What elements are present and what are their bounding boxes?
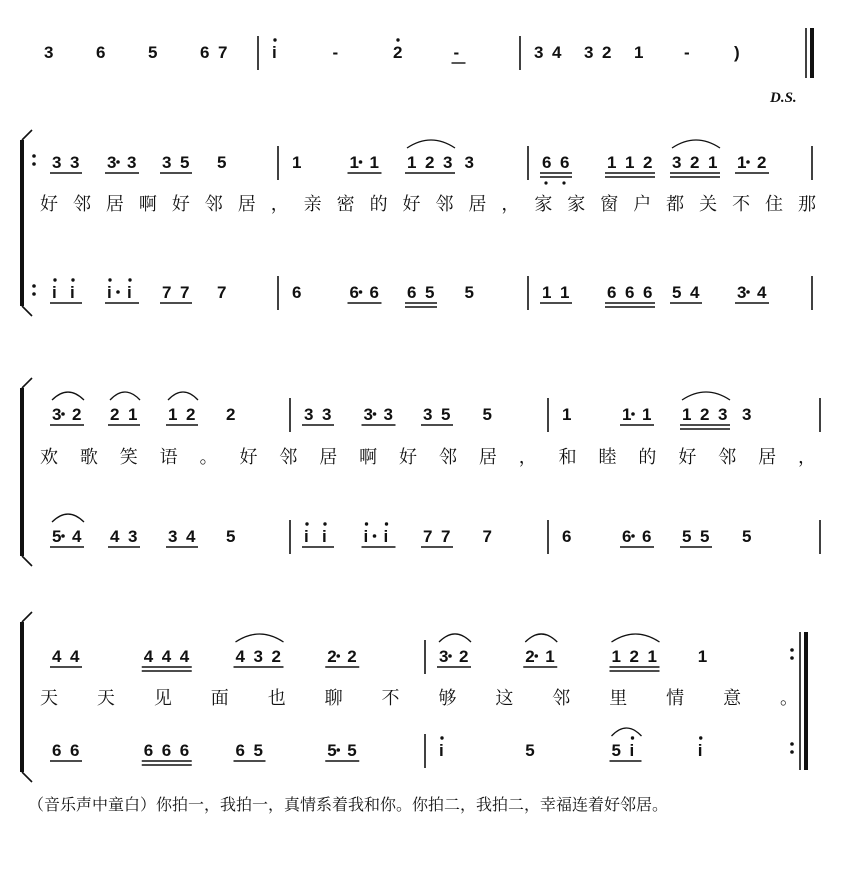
jianpu-note: 5 (217, 153, 227, 172)
lyric-char: 见 (153, 688, 172, 709)
octave-dot (699, 736, 702, 739)
octave-dot (440, 736, 443, 739)
jianpu-note: 1 (545, 647, 555, 666)
lyric-char: 语 (159, 447, 178, 468)
lyric-char: 关 (699, 194, 718, 215)
jianpu-note: 5 (525, 741, 535, 760)
jianpu-note: 2 (700, 405, 710, 424)
jianpu-note: 1 (647, 647, 657, 666)
octave-dot (396, 38, 399, 41)
lyric-char: 居 (758, 447, 777, 468)
jianpu-note: 3 (322, 405, 332, 424)
system-bracket-hook (22, 130, 32, 140)
jianpu-note: 1 (292, 153, 302, 172)
jianpu-note: 1 (168, 405, 178, 424)
slur-arc (168, 392, 198, 400)
octave-dot (323, 522, 326, 525)
jianpu-note: 6 (235, 741, 245, 760)
augmentation-dot (359, 290, 363, 294)
jianpu-note: ) (734, 43, 740, 62)
jianpu-note: 1 (625, 153, 635, 172)
jianpu-note: 6 (560, 153, 570, 172)
system-bracket-hook (22, 306, 32, 316)
jianpu-note: 2 (459, 647, 469, 666)
jianpu-note: 1 (682, 405, 692, 424)
jianpu-note: 4 (52, 647, 62, 666)
jianpu-note: 2 (186, 405, 196, 424)
jianpu-note: 3 (128, 527, 138, 546)
jianpu-note: - (332, 43, 339, 62)
octave-dot-below (544, 181, 547, 184)
octave-dot (631, 736, 634, 739)
jianpu-note: 5 (464, 283, 474, 302)
lyric-char: ， (501, 194, 520, 215)
lyric-char: 好 (399, 447, 418, 468)
jianpu-note: i (629, 741, 635, 760)
lyric-char: 不 (381, 688, 400, 709)
jianpu-note: i (363, 527, 369, 546)
lyric-char: 情 (666, 688, 685, 709)
jianpu-note: 4 (186, 527, 196, 546)
jianpu-note: 5 (253, 741, 263, 760)
augmentation-dot (61, 534, 65, 538)
slur-arc (682, 392, 730, 400)
repeat-dot (32, 154, 36, 158)
jianpu-note: 6 (179, 741, 190, 760)
jianpu-note: 4 (235, 647, 245, 666)
repeat-dot (790, 648, 794, 652)
jianpu-note: 2 (629, 647, 639, 666)
lyric-char: 好 (402, 194, 421, 215)
jianpu-note: 3 (584, 43, 594, 62)
lyric-char: 睦 (598, 447, 617, 468)
jianpu-note: 1 (634, 43, 644, 62)
repeat-dot (790, 750, 794, 754)
jianpu-note: 2 (226, 405, 236, 424)
jianpu-note: 1 (697, 647, 708, 666)
jianpu-note: i (272, 43, 277, 62)
jianpu-note: 3 (742, 405, 752, 424)
jianpu-note: 2 (690, 153, 700, 172)
augmentation-dot (534, 654, 538, 658)
jianpu-note: 1 (737, 153, 747, 172)
slur-arc (52, 514, 84, 522)
jianpu-note: 1 (128, 405, 138, 424)
jianpu-note: 3 (162, 153, 172, 172)
jianpu-note: 3 (52, 153, 62, 172)
jianpu-note: 3 (52, 405, 62, 424)
jianpu-note: 5 (347, 741, 357, 760)
jianpu-note: 1 (642, 405, 652, 424)
jianpu-note: i (127, 283, 132, 302)
jianpu-note: 4 (690, 283, 700, 302)
lyric-char: 亲 (303, 194, 322, 215)
lyric-char: 邻 (552, 688, 571, 709)
lyric-char: 也 (267, 688, 286, 709)
jianpu-note: 7 (162, 283, 172, 302)
jianpu-note: 3 (718, 405, 728, 424)
octave-dot (365, 522, 368, 525)
jianpu-note: 3 (534, 43, 544, 62)
jianpu-note: 1 (407, 153, 417, 172)
lyric-char: 邻 (435, 194, 454, 215)
lyric-char: 居 (478, 447, 497, 468)
jianpu-note: i (439, 741, 444, 760)
jianpu-note: 4 (757, 283, 767, 302)
jianpu-note: 4 (110, 527, 120, 546)
jianpu-note: 3 (253, 647, 263, 666)
jianpu-note: 7 (217, 283, 227, 302)
lyric-char: 。 (199, 447, 218, 468)
jianpu-note: 6 (161, 741, 172, 760)
augmentation-dot (116, 290, 120, 294)
jianpu-note: 6 (200, 43, 210, 62)
lyric-char: 不 (732, 194, 751, 215)
system-bracket-hook (22, 556, 32, 566)
jianpu-note: 3 (70, 153, 80, 172)
jianpu-note: 7 (180, 283, 190, 302)
lyric-char: 面 (210, 688, 229, 709)
lyric-char: 欢 (40, 447, 58, 468)
jianpu-note: 5 (226, 527, 236, 546)
lyric-char: 天 (40, 688, 58, 709)
lyric-char: 居 (468, 194, 487, 215)
jianpu-note: 6 (562, 527, 572, 546)
lyric-char: 好 (40, 194, 58, 215)
augmentation-dot (359, 160, 363, 164)
slur-arc (525, 634, 557, 642)
jianpu-note: 7 (441, 527, 451, 546)
jianpu-note: 2 (347, 647, 357, 666)
jianpu-note: 4 (179, 647, 190, 666)
lyric-char: 邻 (279, 447, 298, 468)
system-bracket-hook (22, 612, 32, 622)
jianpu-note: 1 (562, 405, 572, 424)
jianpu-note: 3 (464, 153, 474, 172)
jianpu-note: i (70, 283, 75, 302)
jianpu-note: 3 (423, 405, 433, 424)
slur-arc (52, 392, 84, 400)
lyric-char: 家 (534, 194, 553, 215)
octave-dot (108, 278, 111, 281)
jianpu-note: 1 (607, 153, 617, 172)
jianpu-note: 4 (72, 527, 82, 546)
octave-dot (71, 278, 74, 281)
lyric-char: 邻 (718, 447, 737, 468)
jianpu-note: 5 (441, 405, 451, 424)
augmentation-dot (116, 160, 120, 164)
lyric-char: 那 (798, 194, 816, 215)
jianpu-note: 1 (708, 153, 718, 172)
jianpu-note: 6 (642, 527, 652, 546)
lyric-char: 和 (558, 447, 577, 468)
augmentation-dot (336, 748, 340, 752)
lyric-char: 歌 (79, 447, 98, 468)
jianpu-note: 6 (622, 527, 632, 546)
jianpu-note: 7 (423, 527, 433, 546)
jianpu-note: 2 (393, 43, 403, 62)
lyric-char: 意 (723, 688, 742, 709)
lyric-char: 都 (666, 194, 685, 215)
repeat-dot (790, 742, 794, 746)
lyric-char: 啊 (359, 447, 378, 468)
jianpu-note: 6 (70, 741, 80, 760)
jianpu-note: 2 (327, 647, 337, 666)
jianpu-note: 5 (672, 283, 682, 302)
jianpu-note: 6 (143, 741, 154, 760)
jianpu-note: 6 (369, 283, 379, 302)
jianpu-note: - (453, 43, 460, 62)
repeat-dot (790, 656, 794, 660)
lyric-char: 好 (239, 447, 258, 468)
jianpu-note: 2 (602, 43, 612, 62)
jianpu-note: i (322, 527, 327, 546)
jianpu-note: 6 (643, 283, 653, 302)
jianpu-note: 3 (304, 405, 314, 424)
jianpu-note: 3 (737, 283, 747, 302)
repeat-dot (32, 162, 36, 166)
jianpu-note: 5 (327, 741, 337, 760)
jianpu-note: 5 (611, 741, 621, 760)
jianpu-note: 2 (271, 647, 281, 666)
jianpu-note: 6 (625, 283, 635, 302)
jianpu-note: 5 (482, 405, 492, 424)
lyric-char: 聊 (324, 688, 343, 709)
jianpu-note: 3 (363, 405, 373, 424)
jianpu-note: 2 (110, 405, 120, 424)
jianpu-note: 1 (369, 153, 379, 172)
jianpu-note: 3 (127, 153, 137, 172)
jianpu-note: 7 (218, 43, 228, 62)
lyric-char: ， (518, 447, 537, 468)
lyric-char: 家 (567, 194, 586, 215)
jianpu-note: 5 (682, 527, 692, 546)
octave-dot (53, 278, 56, 281)
repeat-dot (32, 292, 36, 296)
slur-arc (407, 140, 455, 148)
jianpu-note: 2 (757, 153, 767, 172)
jianpu-note: 6 (542, 153, 552, 172)
jianpu-note: 3 (383, 405, 393, 424)
jianpu-note: 1 (542, 283, 552, 302)
jianpu-note: - (684, 43, 690, 62)
augmentation-dot (336, 654, 340, 658)
lyric-char: 住 (765, 194, 784, 215)
jianpu-note: 4 (552, 43, 562, 62)
ds-marker: D.S. (770, 90, 797, 106)
jianpu-note: 3 (168, 527, 178, 546)
lyric-char: 邻 (72, 194, 91, 215)
slur-arc (612, 634, 660, 642)
lyric-char: 居 (237, 194, 256, 215)
slur-arc (439, 634, 471, 642)
jianpu-note: 6 (607, 283, 617, 302)
narration-text: （音乐声中童白）你拍一，我拍一，真情系着我和你。你拍二，我拍二，幸福连着好邻居。 (28, 795, 669, 814)
jianpu-note: i (52, 283, 57, 302)
augmentation-dot (746, 290, 750, 294)
augmentation-dot (631, 534, 635, 538)
jianpu-note: 4 (70, 647, 80, 666)
lyric-char: 。 (780, 688, 798, 709)
lyric-char: 好 (171, 194, 190, 215)
augmentation-dot (61, 412, 65, 416)
lyric-char: 邻 (438, 447, 457, 468)
jianpu-note: 3 (44, 43, 54, 62)
lyric-char: 笑 (119, 447, 138, 468)
jianpu-note: 3 (107, 153, 117, 172)
system-bracket-hook (22, 378, 32, 388)
jianpu-note: 5 (52, 527, 62, 546)
jianpu-note: 6 (96, 43, 106, 62)
augmentation-dot (373, 534, 377, 538)
slur-arc (672, 140, 720, 148)
octave-dot (128, 278, 131, 281)
jianpu-note: 1 (560, 283, 570, 302)
jianpu-note: 2 (425, 153, 435, 172)
octave-dot (273, 38, 276, 41)
jianpu-note: 5 (148, 43, 158, 62)
octave-dot (305, 522, 308, 525)
jianpu-note: 3 (439, 647, 449, 666)
augmentation-dot (631, 412, 635, 416)
jianpu-note: 5 (742, 527, 752, 546)
jianpu-note: 2 (643, 153, 653, 172)
jianpu-note: 6 (407, 283, 417, 302)
lyric-char: 窗 (600, 194, 619, 215)
lyric-char: ， (270, 194, 289, 215)
slur-arc (612, 728, 642, 736)
jianpu-note: i (697, 741, 703, 760)
lyric-char: 这 (495, 688, 514, 709)
lyric-char: ， (798, 447, 816, 468)
lyric-char: 好 (678, 447, 697, 468)
lyric-char: 啊 (138, 194, 157, 215)
lyric-char: 居 (105, 194, 124, 215)
augmentation-dot (746, 160, 750, 164)
jianpu-note: 2 (525, 647, 535, 666)
lyric-char: 邻 (204, 194, 223, 215)
jianpu-note: 6 (292, 283, 302, 302)
jianpu-note: 4 (161, 647, 172, 666)
octave-dot (385, 522, 388, 525)
lyric-char: 里 (609, 688, 628, 709)
jianpu-note: 5 (180, 153, 190, 172)
jianpu-note: i (383, 527, 389, 546)
lyric-char: 户 (633, 194, 652, 215)
lyric-char: 居 (319, 447, 338, 468)
jianpu-note: 3 (443, 153, 453, 172)
augmentation-dot (373, 412, 377, 416)
lyric-char: 天 (96, 688, 115, 709)
slur-arc (236, 634, 284, 642)
lyric-char: 够 (438, 688, 457, 709)
jianpu-note: 2 (72, 405, 82, 424)
jianpu-note: 1 (622, 405, 632, 424)
octave-dot-below (562, 181, 565, 184)
jianpu-note: 5 (425, 283, 435, 302)
jianpu-note: 1 (611, 647, 621, 666)
jianpu-note: 6 (52, 741, 62, 760)
lyric-char: 密 (336, 194, 355, 215)
augmentation-dot (448, 654, 452, 658)
jianpu-note: i (107, 283, 112, 302)
jianpu-note: 1 (349, 153, 359, 172)
lyric-char: 的 (638, 447, 657, 468)
jianpu-note: 5 (700, 527, 710, 546)
lyric-char: 的 (369, 194, 388, 215)
system-bracket-hook (22, 772, 32, 782)
slur-arc (110, 392, 140, 400)
repeat-dot (32, 284, 36, 288)
jianpu-note: 4 (143, 647, 154, 666)
jianpu-note: 6 (349, 283, 359, 302)
jianpu-note: 7 (482, 527, 492, 546)
jianpu-note: 3 (672, 153, 682, 172)
jianpu-note: i (304, 527, 309, 546)
